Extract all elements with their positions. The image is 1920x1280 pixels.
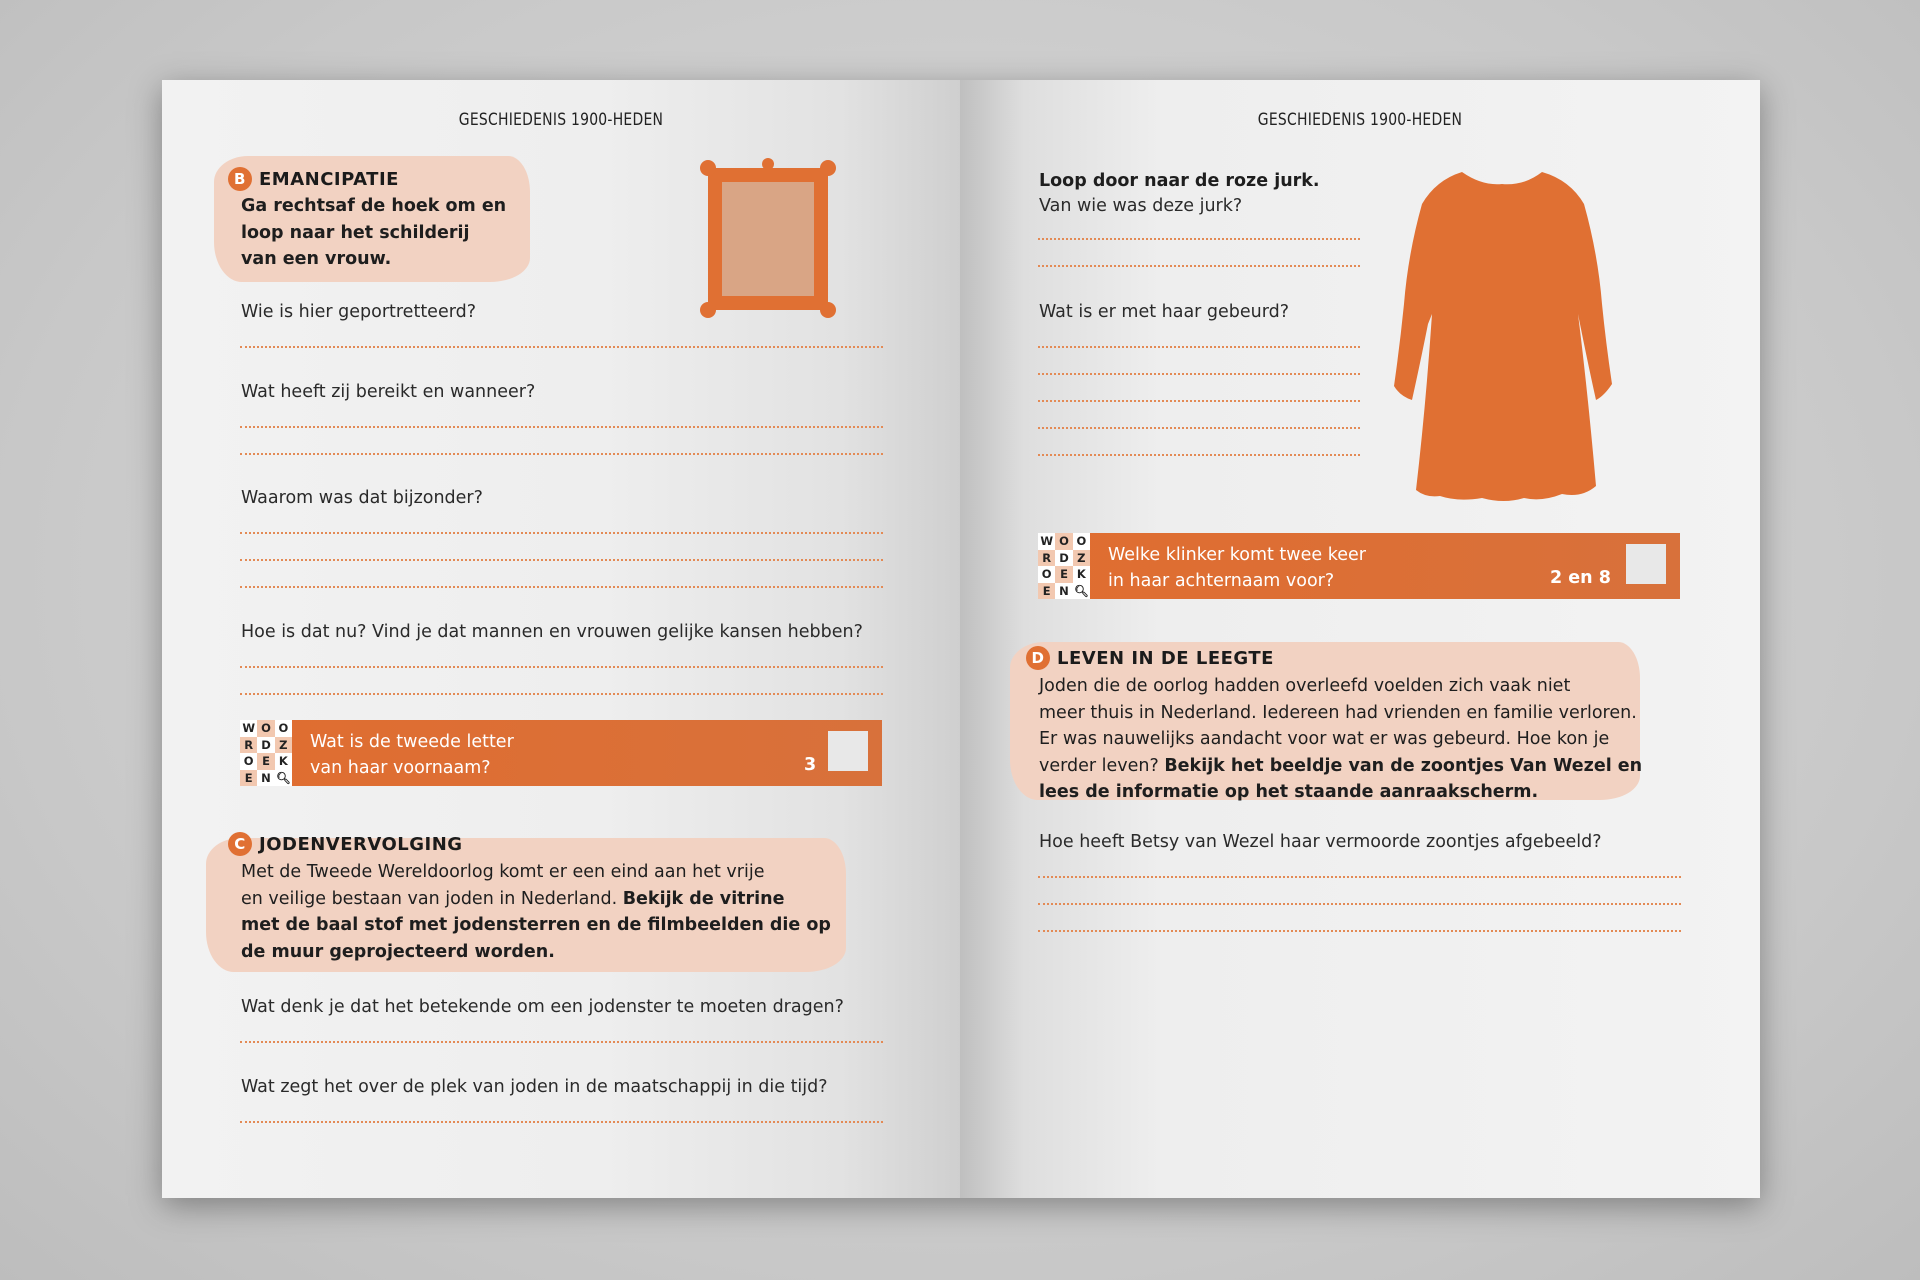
left-page — [162, 80, 960, 1198]
puzzle-letter-number: 3 — [804, 755, 817, 775]
magnifier-icon: 🔍︎ — [276, 770, 291, 785]
question-c2: Wat zegt het over de plek van joden in de maatschappij in die tijd? — [241, 1077, 828, 1097]
word-puzzle-bar-left — [240, 720, 882, 786]
answer-line[interactable] — [240, 559, 883, 561]
section-b-intro-line: van een vrouw. — [241, 249, 392, 269]
puzzle-question: Welke klinker komt twee keer in haar achternaam voor? — [1108, 545, 1366, 591]
section-c-letter: C — [228, 832, 252, 856]
answer-line[interactable] — [240, 586, 883, 588]
question-c1: Wat denk je dat het betekende om een jodenster te moeten dragen? — [241, 997, 844, 1017]
section-b-heading — [228, 167, 399, 191]
section-d-intro-line: verder leven? Bekijk het beeldje van de zoontjes Van Wezel en — [1039, 755, 1643, 776]
answer-line[interactable] — [1038, 930, 1681, 932]
puzzle-answer-box[interactable] — [828, 731, 868, 771]
section-c-intro-line: en veilige bestaan van joden in Nederland. Bekijk de vitrine — [241, 888, 785, 909]
running-head-right: GESCHIEDENIS 1900-HEDEN — [1257, 110, 1463, 130]
question-b2: Wat heeft zij bereikt en wanneer? — [241, 382, 536, 402]
section-c-title: JODENVERVOLGING — [259, 833, 463, 855]
running-head-left: GESCHIEDENIS 1900-HEDEN — [458, 110, 664, 130]
answer-line[interactable] — [240, 1041, 883, 1043]
section-d-title: LEVEN IN DE LEEGTE — [1057, 647, 1274, 669]
booklet-spread — [162, 80, 1760, 1198]
section-b-intro-line: Ga rechtsaf de hoek om en — [241, 196, 507, 216]
section-c-intro-line: Met de Tweede Wereldoorlog komt er een eind aan het vrije — [241, 862, 765, 882]
answer-line[interactable] — [240, 453, 883, 455]
section-d-intro-line: Er was nauwelijks aandacht voor wat er was gebeurd. Hoe kon je — [1039, 729, 1610, 749]
answer-line[interactable] — [240, 532, 883, 534]
answer-line[interactable] — [1038, 876, 1681, 878]
section-c-intro — [241, 859, 831, 965]
answer-line[interactable] — [1038, 454, 1360, 456]
question-b4: Hoe is dat nu? Vind je dat mannen en vrouwen gelijke kansen hebben? — [241, 622, 863, 642]
section-d-intro-line: lees de informatie op het staande aanraakscherm. — [1039, 782, 1539, 802]
answer-line[interactable] — [240, 426, 883, 428]
answer-line[interactable] — [1038, 346, 1360, 348]
puzzle-answer-box[interactable] — [1626, 544, 1666, 584]
section-d-intro-line: meer thuis in Nederland. Iedereen had vrienden en familie verloren. — [1039, 702, 1637, 723]
section-d-intro-line: Joden die de oorlog hadden overleefd voelden zich vaak niet — [1039, 676, 1571, 696]
section-c-heading — [228, 832, 463, 856]
answer-line[interactable] — [1038, 427, 1360, 429]
answer-line[interactable] — [240, 693, 883, 695]
section-c-intro-line: de muur geprojecteerd worden. — [241, 941, 555, 962]
answer-line[interactable] — [1038, 238, 1360, 240]
section-d-heading — [1026, 646, 1274, 670]
answer-line[interactable] — [1038, 373, 1360, 375]
answer-line[interactable] — [1038, 400, 1360, 402]
section-d-intro — [1039, 673, 1642, 806]
question-r1: Van wie was deze jurk? — [1039, 196, 1243, 216]
right-intro: Loop door naar de roze jurk. — [1039, 171, 1320, 191]
question-r2: Wat is er met haar gebeurd? — [1039, 302, 1290, 322]
word-grid-logo: W O O R D Z O E K E N 🔍︎ — [240, 720, 292, 786]
section-c-intro-line: met de baal stof met jodensterren en de filmbeelden die op — [241, 915, 831, 935]
dress-icon — [1392, 164, 1614, 504]
section-b-title: EMANCIPATIE — [259, 168, 399, 190]
puzzle-letter-numbers: 2 en 8 — [1550, 568, 1611, 588]
puzzle-question: Wat is de tweede letter van haar voornaam? — [310, 732, 514, 778]
section-b-intro-line: loop naar het schilderij — [241, 222, 470, 243]
answer-line[interactable] — [240, 1121, 883, 1123]
section-b-intro — [241, 193, 506, 273]
magnifier-icon: 🔍︎ — [1074, 583, 1089, 598]
word-puzzle-bar-right — [1038, 533, 1680, 599]
answer-line[interactable] — [1038, 265, 1360, 267]
question-b1: Wie is hier geportretteerd? — [241, 302, 476, 322]
answer-line[interactable] — [240, 346, 883, 348]
question-d1: Hoe heeft Betsy van Wezel haar vermoorde zoontjes afgebeeld? — [1039, 832, 1602, 852]
word-grid-logo: W O O R D Z O E K E N 🔍︎ — [1038, 533, 1090, 599]
section-d-letter: D — [1026, 646, 1050, 670]
section-b-letter: B — [228, 167, 252, 191]
answer-line[interactable] — [240, 666, 883, 668]
question-b3: Waarom was dat bijzonder? — [241, 488, 483, 508]
right-page — [960, 80, 1760, 1198]
picture-frame-icon — [698, 158, 838, 320]
answer-line[interactable] — [1038, 903, 1681, 905]
